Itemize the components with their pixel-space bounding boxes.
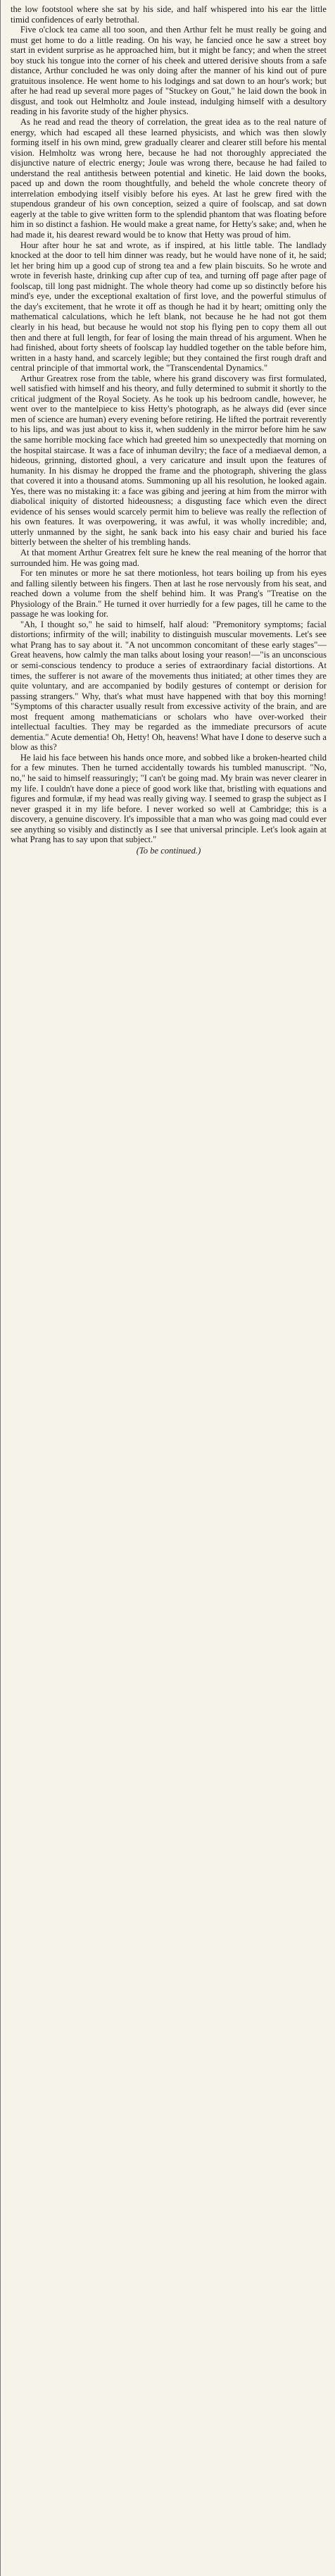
paragraph-6: At that moment Arthur Greatrex felt sure he knew the real meaning of the horror that surrounded him. He was going mad. bbox=[11, 547, 327, 568]
paragraph-3: As he read and read the theory of correlation, the great idea as to the real nature of energy, which had escaped all these learned physicists, and which was then slowly forming itself in his own mind, grew gradually clearer and clearer still before his mental vision. Helmholtz was wrong here, because he had not thoroughly appreciated the disjunctive nature of electric energy; Joule was wrong there, because he had failed to understand the real antithesis between potential and kinetic. He laid down the books, paced up and down the room thoughtfully, and beheld the whole concrete theory of interrelation embodying itself visibly before his eyes. At last he grew fired with the stupendous grandeur of his own conception, seized a quire of foolscap, and sat down eagerly at the table to give written form to the splendid phantom that was floating before him in so distinct a fashion. He would make a great name, for Hetty's sake; and, when he had made it, his dearest reward would be to know that Hetty was proud of him. bbox=[11, 117, 327, 240]
to-be-continued-note: (To be continued.) bbox=[136, 845, 201, 856]
paragraph-4: Hour after hour he sat and wrote, as if inspired, at his little table. The landlady knocked at the door to tell him dinner was ready, but he would have none of it, he said; let her bring him up a good cup of strong tea and a few plain biscuits. So he wrote and wrote in feverish haste, drinking cup after cup of tea, and turning off page after page of foolscap, till long past midnight. The whole theory had come up so distinctly before his mind's eye, under the exceptional exaltation of first love, and the powerful stimulus of the day's excitement, that he wrote it off as though he had it by heart; omitting only the mathematical calculations, which he left blank, not because he he had not got them clearly in his head, but because he would not stop his flying pen to copy them all out then and there at full length, for fear of losing the main thread of his argument. When he had finished, about forty sheets of foolscap lay huddled together on the table before him, written in a hasty hand, and scarcely legible; but they contained the first rough draft and central principle of that immortal work, the "Transcendental Dynamics." bbox=[11, 240, 327, 374]
paragraph-7: For ten minutes or more he sat there motionless, hot tears boiling up from his eyes and falling silently between his fingers. Then at last he rose nervously from his seat, and reached down a volume from the shelf behind him. It was Prang's "Treatise on the Physiology of the Brain." He turned it over hurriedly for a few pages, till he came to the passage he was looking for. bbox=[11, 568, 327, 620]
paragraph-5: Arthur Greatrex rose from the table, where his grand discovery was first formulated, well satisfied with himself and his theory, and fully determined to submit it shortly to the critical judgment of the Royal Society. As he took up his bedroom candle, however, he went over to the mantelpiece to kiss Hetty's photograph, as he always did (ever since men of science are human) every evening before retiring. He lifted the portrait reverently to his lips, and was just about to kiss it, when suddenly in the mirror before him he saw the same horrible mocking face which had greeted him so unexpectedly that morning on the hospital staircase. It was a face of inhuman devilry; the face of a mediaeval demon, a hideous, grinning, distorted ghoul, a very caricature and insult upon the features of humanity. In his dismay he dropped the frame and the photograph, shivering the glass that covered it into a thousand atoms. Summoning up all his resolution, he looked again. Yes, there was no mistaking it: a face was gibing and jeering at him from the mirror with diabolical iniquity of distorted hideousness; a disgusting face which even the direct evidence of his senses would scarcely permit him to believe was really the reflection of his own features. It was overpowering, it was awful, it was wholly incredible; and, utterly unmanned by the sight, he sank back into his easy chair and buried his face bitterly between the shelter of his trembling hands. bbox=[11, 373, 327, 548]
paragraph-1: the low footstool where she sat by his side, and half whispered into his ear the little timid confidences of early betrothal. bbox=[11, 4, 327, 25]
article-body bbox=[11, 4, 327, 845]
paragraph-9: He laid his face between his hands once more, and sobbed like a broken-hearted child for a few minutes. Then he turned accidentally towards his tumbled manuscript. "No, no," he said to himself reassuringly; "I can't be going mad. My brain was never clearer in my life. I couldn't have done a piece of good work like that, bristling with equations and figures and formulæ, if my head was really giving way. I seemed to grasp the subject as I never grasped it in my life before. I never worked so well at Cambridge; this is a discovery, a genuine discovery. It's impossible that a man who was going mad could ever see anything so visibly and distinctly as I see that universal principle. Let's look again at what Prang has to say upon that subject." bbox=[11, 752, 327, 845]
paragraph-2: Five o'clock tea came all too soon, and then Arthur felt he must really be going and must get home to do a little reading. On his way, he fancied once he saw a street boy start in evident surprise as he approached him, but it might be fancy; and when the street boy stuck his tongue into the corner of his cheek and uttered derisive shouts from a safe distance, Arthur concluded he was only doing after the manner of his kind out of pure gratuitous insolence. He went home to his lodgings and sat down to an hour's work; but after he had read up several more pages of "Stuckey on Gout," he laid down the book in disgust, and took out Helmholtz and Joule instead, indulging himself with a desultory reading in his favorite study of the higher physics. bbox=[11, 25, 327, 117]
paragraph-8: "Ah, I thought so," he said to himself, half aloud: "Premonitory symptoms; facial distortions; infirmity of the will; inability to distinguish muscular movements. Let's see what Prang has to say about it. "A not uncommon concomitant of these early stages"—Great heavens, how calmly the man talks about losing your reason!—"is an unconscious or semi-conscious tendency to produce a series of extraordinary facial distortions. At times, the sufferer is not aware of the movements thus initiated; at other times they are quite voluntary, and are accompanied by bodily gestures of contempt or derision for passing strangers." Why, that's what must have happened with that boy this morning! "Symptoms of this character usually result from excessive activity of the brain, and are most frequent among mathematicians or scholars who have over-worked their intellectual faculties. They may be regarded as the immediate precursors of acute dementia." Acute dementia! Oh, Hetty! Oh, heavens! What have I done to deserve such a blow as this? bbox=[11, 619, 327, 753]
